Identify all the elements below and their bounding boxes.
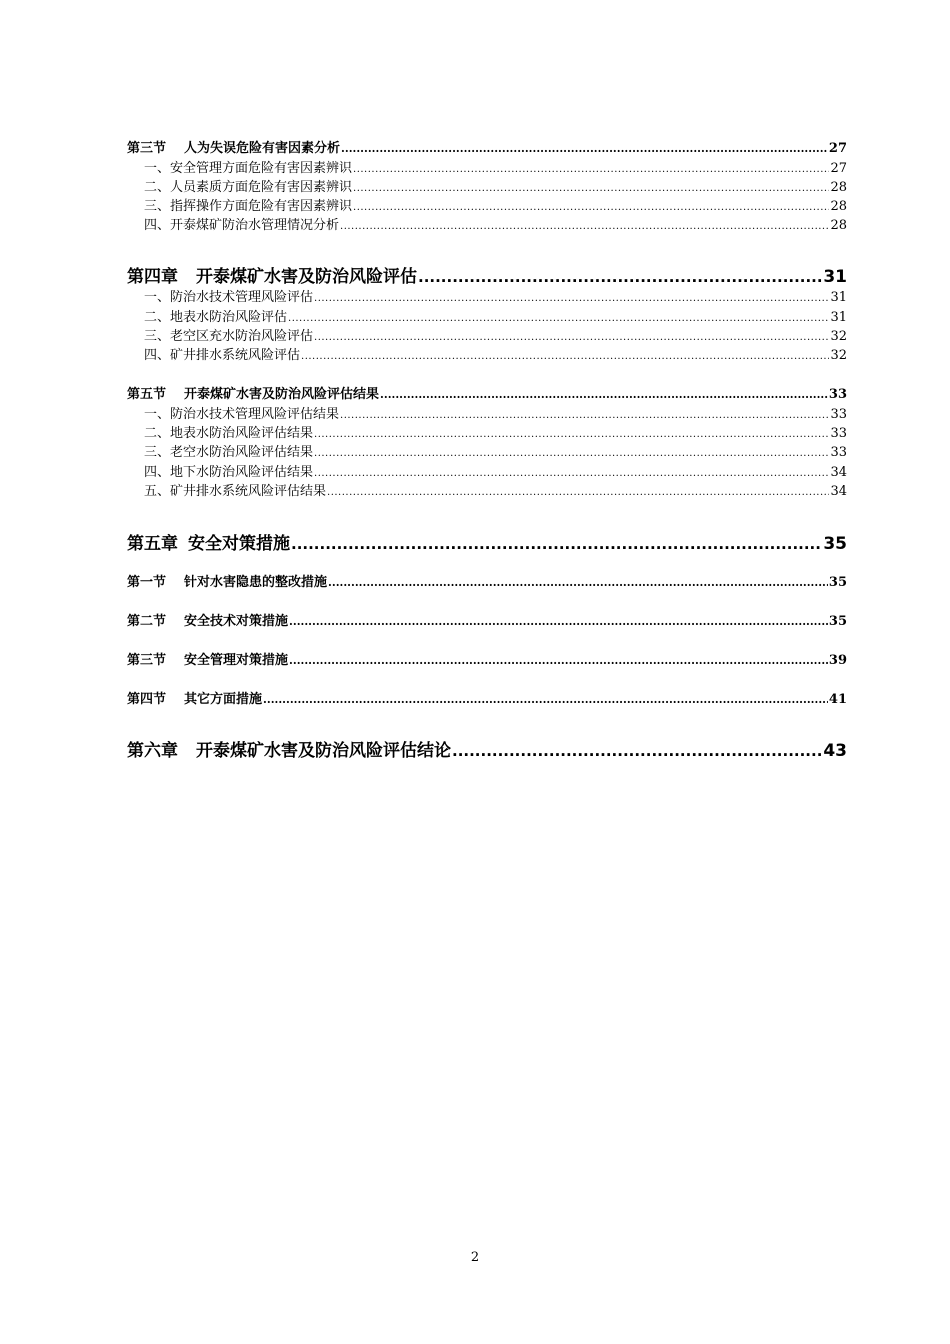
toc-item[interactable] <box>127 403 847 422</box>
toc-item[interactable] <box>127 195 847 214</box>
section-title: 安全技术对策措施 <box>184 614 289 629</box>
page-ref: 28 <box>830 180 847 195</box>
toc-item[interactable] <box>127 214 847 233</box>
page-ref: 28 <box>830 199 847 214</box>
toc-item[interactable] <box>127 176 847 195</box>
page-ref: 35 <box>823 534 847 554</box>
dot-leader <box>353 164 829 175</box>
toc-item[interactable] <box>127 441 847 460</box>
chapter-number: 第四章 <box>127 267 178 287</box>
section-title: 开泰煤矿水害及防治风险评估结果 <box>184 387 380 402</box>
item-title: 一、防治水技术管理风险评估 <box>144 290 314 305</box>
dot-leader <box>340 221 829 232</box>
toc-section[interactable] <box>127 571 847 590</box>
page-number: 2 <box>470 1250 480 1265</box>
dot-leader <box>291 535 822 553</box>
toc-item[interactable] <box>127 157 847 176</box>
dot-leader <box>452 742 822 760</box>
page-ref: 31 <box>830 310 847 325</box>
toc-section-3[interactable] <box>127 137 847 156</box>
page-ref: 35 <box>828 614 847 629</box>
page-ref: 34 <box>830 484 847 499</box>
dot-leader <box>380 388 828 401</box>
page-ref: 32 <box>830 348 847 363</box>
section-number: 第三节 <box>127 653 167 668</box>
page-ref: 31 <box>823 267 847 287</box>
dot-leader <box>289 615 828 628</box>
page-ref: 27 <box>828 141 847 156</box>
section-number: 第一节 <box>127 575 167 590</box>
item-title: 四、地下水防治风险评估结果 <box>144 465 314 480</box>
item-title: 五、矿井排水系统风险评估结果 <box>144 484 327 499</box>
dot-leader <box>328 576 828 589</box>
toc-chapter-5[interactable] <box>127 529 847 554</box>
page-ref: 33 <box>830 445 847 460</box>
item-title: 四、开泰煤矿防治水管理情况分析 <box>144 218 340 233</box>
section-title: 人为失误危险有害因素分析 <box>184 141 341 156</box>
chapter-number: 第五章 <box>127 534 178 554</box>
toc-chapter-4[interactable] <box>127 262 847 287</box>
dot-leader <box>314 468 829 479</box>
dot-leader <box>314 293 829 304</box>
toc-section[interactable] <box>127 649 847 668</box>
page-ref: 43 <box>823 741 847 761</box>
page-ref: 39 <box>828 653 847 668</box>
toc-item[interactable] <box>127 422 847 441</box>
chapter-title: 开泰煤矿水害及防治风险评估 <box>196 267 417 287</box>
page-ref: 34 <box>830 465 847 480</box>
dot-leader <box>340 410 829 421</box>
page-ref: 41 <box>828 692 847 707</box>
toc-item[interactable] <box>127 480 847 499</box>
toc-section-5[interactable] <box>127 383 847 402</box>
toc-section[interactable] <box>127 688 847 707</box>
item-title: 四、矿井排水系统风险评估 <box>144 348 301 363</box>
section-title: 安全管理对策措施 <box>184 653 289 668</box>
dot-leader <box>301 351 829 362</box>
dot-leader <box>353 202 829 213</box>
page-ref: 28 <box>830 218 847 233</box>
item-title: 三、指挥操作方面危险有害因素辨识 <box>144 199 353 214</box>
toc-item[interactable] <box>127 325 847 344</box>
toc-section[interactable] <box>127 610 847 629</box>
chapter-number: 第六章 <box>127 741 178 761</box>
section-title: 其它方面措施 <box>184 692 263 707</box>
item-title: 一、防治水技术管理风险评估结果 <box>144 407 340 422</box>
section-number: 第二节 <box>127 614 167 629</box>
section-title: 针对水害隐患的整改措施 <box>184 575 328 590</box>
item-title: 二、地表水防治风险评估 <box>144 310 288 325</box>
section-number: 第四节 <box>127 692 167 707</box>
item-title: 一、安全管理方面危险有害因素辨识 <box>144 161 353 176</box>
item-title: 三、老空区充水防治风险评估 <box>144 329 314 344</box>
dot-leader <box>314 429 829 440</box>
dot-leader <box>314 332 829 343</box>
chapter-title: 开泰煤矿水害及防治风险评估结论 <box>196 741 451 761</box>
item-title: 二、地表水防治风险评估结果 <box>144 426 314 441</box>
item-title: 二、人员素质方面危险有害因素辨识 <box>144 180 353 195</box>
page-ref: 35 <box>828 575 847 590</box>
chapter-title: 安全对策措施 <box>188 534 290 554</box>
dot-leader <box>288 313 829 324</box>
page-ref: 33 <box>828 387 847 402</box>
dot-leader <box>314 448 829 459</box>
dot-leader <box>263 693 828 706</box>
section-number: 第三节 <box>127 141 167 156</box>
toc-item[interactable] <box>127 306 847 325</box>
toc-item[interactable] <box>127 344 847 363</box>
page-ref: 33 <box>830 407 847 422</box>
dot-leader <box>418 268 822 286</box>
dot-leader <box>353 183 829 194</box>
dot-leader <box>341 142 828 155</box>
page-ref: 32 <box>830 329 847 344</box>
item-title: 三、老空水防治风险评估结果 <box>144 445 314 460</box>
toc-item[interactable] <box>127 286 847 305</box>
page-ref: 27 <box>830 161 847 176</box>
section-number: 第五节 <box>127 387 167 402</box>
dot-leader <box>289 654 828 667</box>
page-ref: 33 <box>830 426 847 441</box>
toc-item[interactable] <box>127 461 847 480</box>
page-ref: 31 <box>830 290 847 305</box>
dot-leader <box>327 487 829 498</box>
toc-chapter-6[interactable] <box>127 736 847 761</box>
